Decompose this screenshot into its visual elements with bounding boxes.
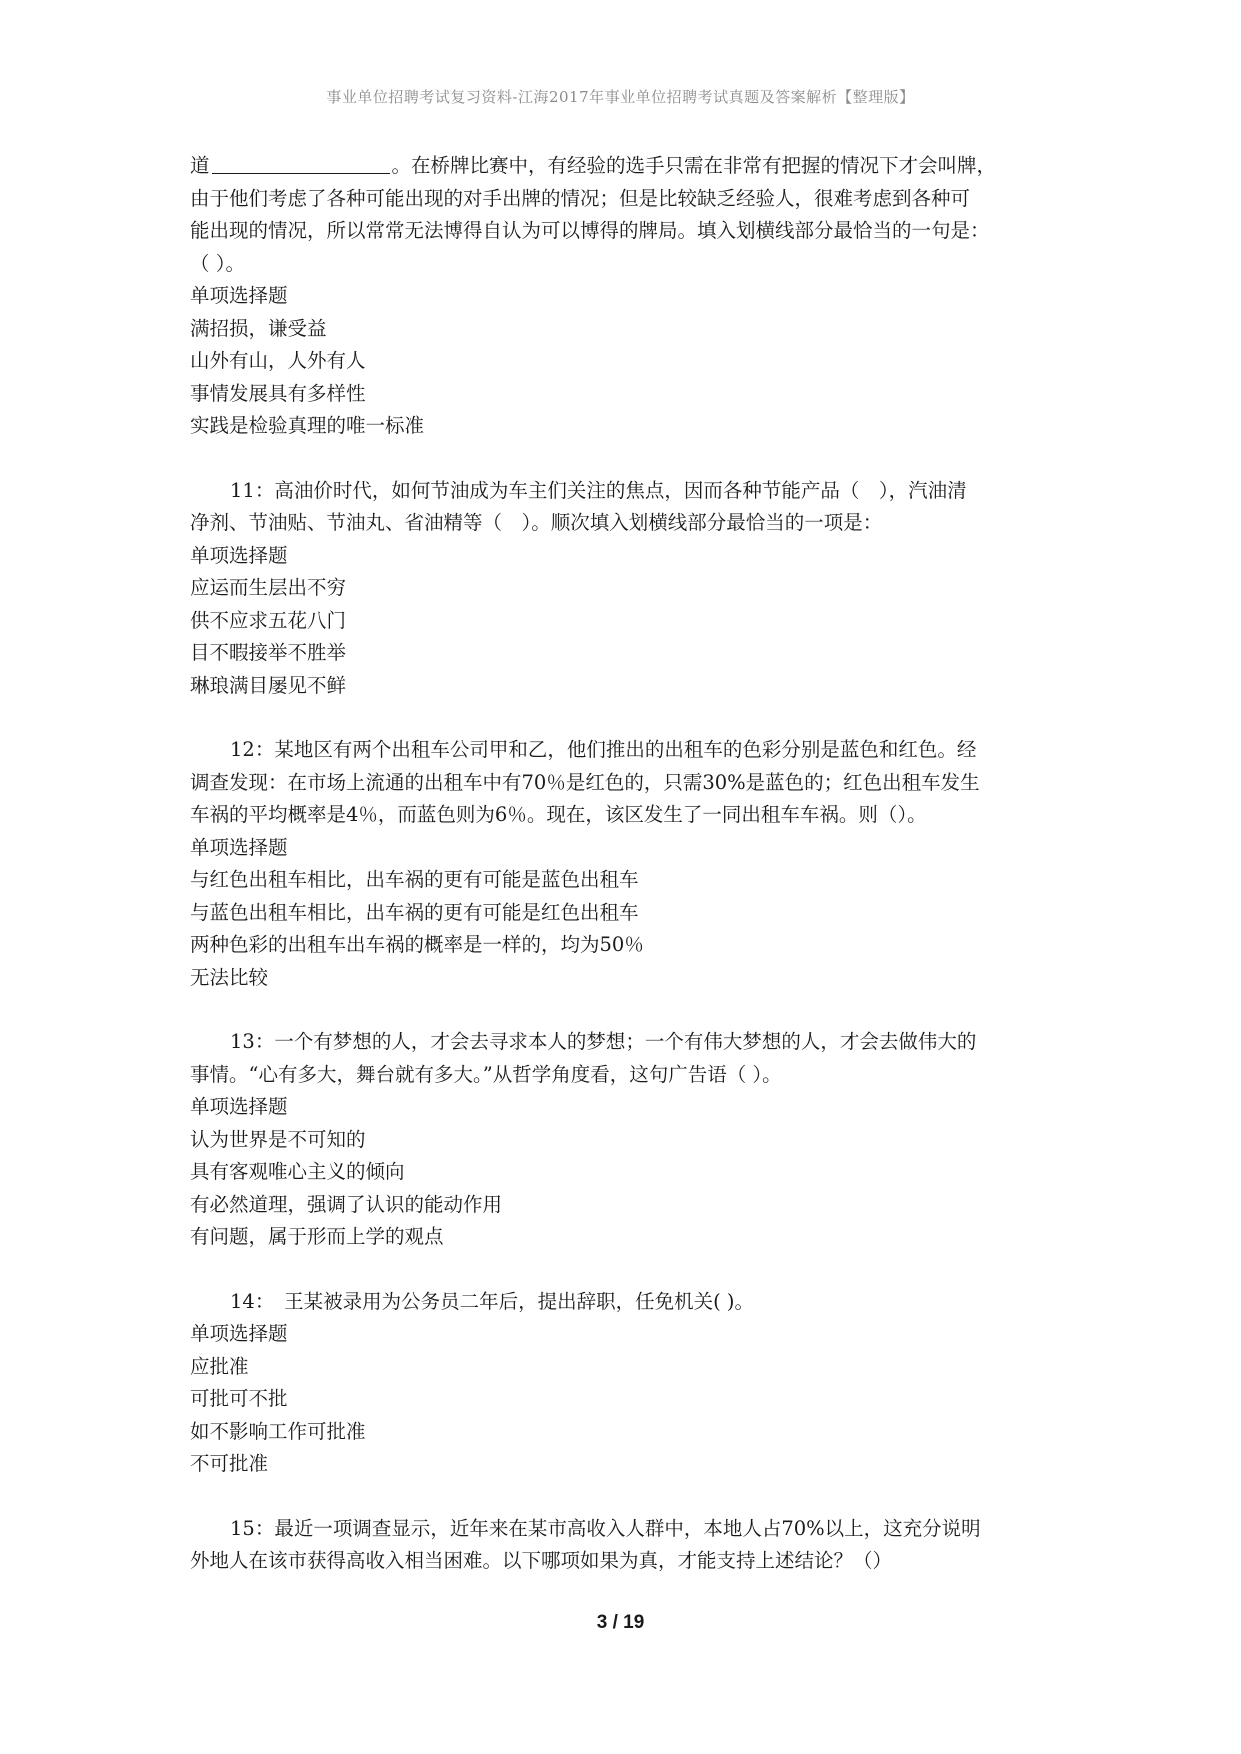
option: 琳琅满目屡见不鲜: [190, 673, 347, 697]
option: 与红色出租车相比，出车祸的更有可能是蓝色出租车: [190, 868, 639, 891]
page-header: 事业单位招聘考试复习资料-江海2017年事业单位招聘考试真题及答案解析【整理版】: [326, 88, 915, 106]
option: 具有客观唯心主义的倾向: [190, 1160, 405, 1183]
question-text-line: 事情。“心有多大，舞台就有多大。”从哲学角度看，这句广告语（ ）。: [190, 1062, 782, 1086]
option: 应批准: [190, 1354, 249, 1378]
question-text-line: 13：一个有梦想的人，才会去寻求本人的梦想；一个有伟大梦想的人，才会去做伟大的: [230, 1030, 977, 1053]
question-type: 单项选择题: [190, 284, 288, 307]
option: 应运而生层出不穷: [190, 576, 347, 599]
option: 事情发展具有多样性: [190, 381, 366, 405]
option: 山外有山，人外有人: [190, 349, 366, 372]
question-text-line: 能出现的情况，所以常常无法博得自认为可以博得的牌局。填入划横线部分最恰当的一句是：: [190, 219, 990, 242]
option: 两种色彩的出租车出车祸的概率是一样的，均为50％: [190, 933, 644, 956]
question-text-line: 11：高油价时代，如何节油成为车主们关注的焦点，因而各种节能产品（ ），汽油清: [230, 478, 967, 502]
option: 不可批准: [190, 1452, 269, 1475]
fill-blank-underline: [212, 153, 390, 174]
question-type: 单项选择题: [190, 1095, 288, 1118]
question-type: 单项选择题: [190, 835, 288, 859]
option: 实践是检验真理的唯一标准: [190, 414, 425, 437]
option: 如不影响工作可批准: [190, 1419, 366, 1443]
option: 可批可不批: [190, 1387, 288, 1410]
question-text-line: （ ）。: [190, 251, 245, 275]
page-content: [190, 150, 1060, 1578]
question-type: 单项选择题: [190, 1322, 288, 1345]
question-12: [190, 734, 1060, 994]
question-type: 单项选择题: [190, 543, 288, 567]
question-13: [190, 1026, 1060, 1254]
question-15: [190, 1513, 1060, 1578]
question-text-line: 外地人在该市获得高收入相当困难。以下哪项如果为真，才能支持上述结论？（）: [190, 1549, 893, 1572]
option: 满招损，谦受益: [190, 316, 327, 340]
option: 有必然道理，强调了认识的能动作用: [190, 1192, 503, 1216]
question-text-line: 车祸的平均概率是4％，而蓝色则为6％。现在，该区发生了一同出租车车祸。则（）。: [190, 803, 927, 826]
question-text-line: 净剂、节油贴、节油丸、省油精等（ ）。顺次填入划横线部分最恰当的一项是：: [190, 511, 883, 534]
question-text-line: 14： 王某被录用为公务员二年后，提出辞职，任免机关( )。: [230, 1289, 754, 1313]
question-10: [190, 150, 1060, 443]
question-text-line: 道 。在桥牌比赛中，有经验的选手只需在非常有把握的情况下才会叫牌，: [190, 154, 997, 177]
option: 供不应求五花八门: [190, 608, 347, 632]
question-text-line: 调查发现：在市场上流通的出租车中有70％是红色的，只需30%是蓝色的；红色出租车发生: [190, 770, 980, 794]
question-11: [190, 475, 1060, 703]
question-text-line: 由于他们考虑了各种可能出现的对手出牌的情况；但是比较缺乏经验人，很难考虑到各种可: [190, 186, 971, 210]
option: 无法比较: [190, 965, 269, 989]
question-14: [190, 1286, 1060, 1481]
option: 目不暇接举不胜举: [190, 641, 347, 664]
option: 有问题，属于形而上学的观点: [190, 1225, 444, 1248]
page-number: 3 / 19: [596, 1612, 645, 1633]
option: 与蓝色出租车相比，出车祸的更有可能是红色出租车: [190, 900, 639, 924]
question-text-line: 12：某地区有两个出租车公司甲和乙，他们推出的出租车的色彩分别是蓝色和红色。经: [230, 738, 977, 761]
question-text-line: 15：最近一项调查显示，近年来在某市高收入人群中，本地人占70%以上，这充分说明: [230, 1516, 981, 1540]
option: 认为世界是不可知的: [190, 1127, 366, 1151]
